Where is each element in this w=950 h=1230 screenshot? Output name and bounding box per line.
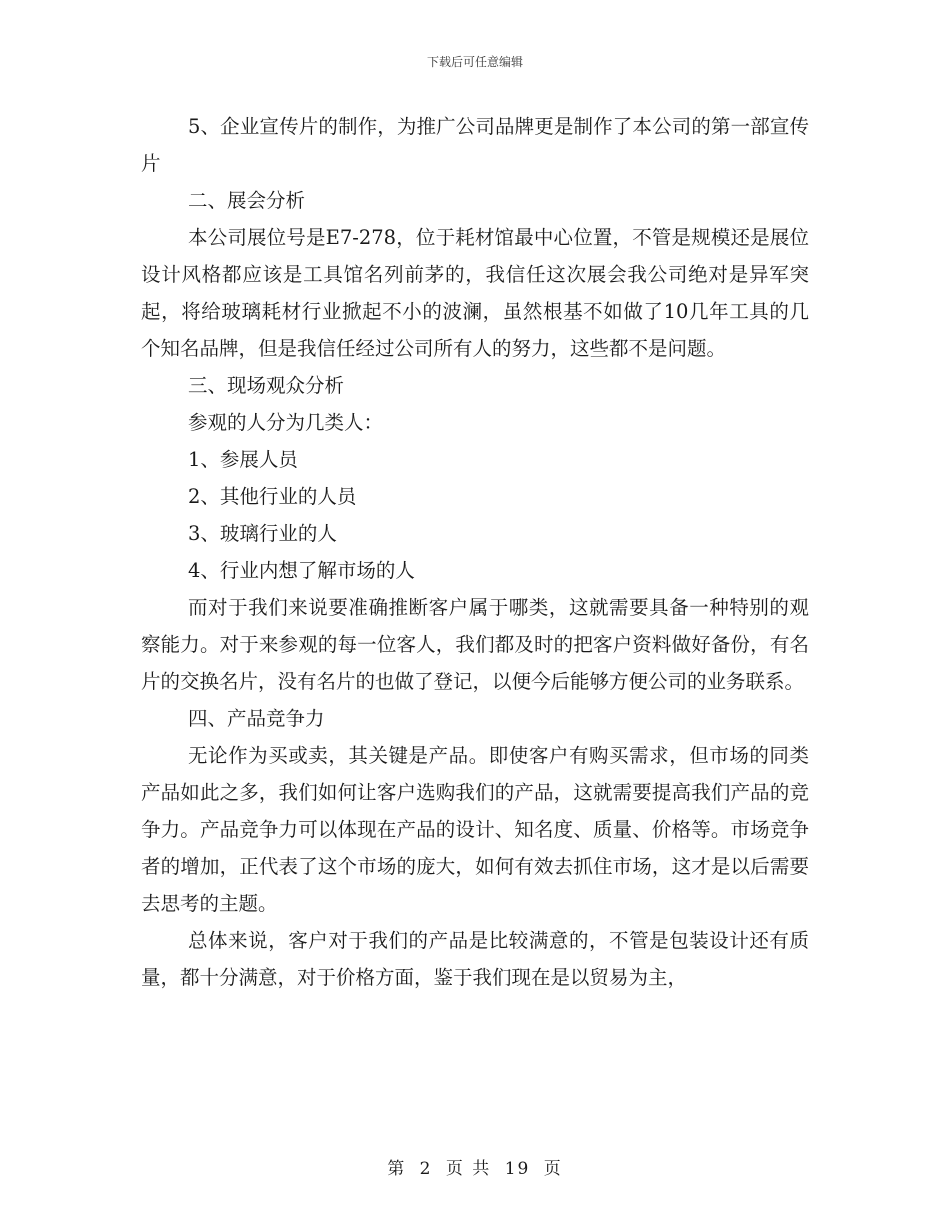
page-footer [0, 1154, 950, 1179]
paragraph-product: 无论作为买或卖，其关键是产品。即使客户有购买需求，但市场的同类产品如此之多，我们如何让客户选购我们的产品，这就需要提高我们产品的竞争力。产品竞争力可以体现在产品的设计、知名度、质量、价格等。市场竞争者的增加，正代表了这个市场的庞大，如何有效去抓住市场，这才是以后需要去思考的主题。 [141, 744, 809, 915]
footer-middle: 页 共 [445, 1159, 492, 1179]
page-header: 下载后可任意编辑 [426, 55, 523, 69]
paragraph-visitor-types: 参观的人分为几类人： [188, 411, 384, 434]
heading-competitiveness: 四、产品竞争力 [188, 707, 325, 730]
footer-total-pages: 19 [504, 1159, 531, 1179]
list-item-market-researchers: 4、行业内想了解市场的人 [188, 559, 415, 582]
footer-page-number: 2 [419, 1159, 433, 1179]
document-body [141, 108, 809, 996]
footer-prefix: 第 [387, 1159, 407, 1179]
footer-suffix: 页 [543, 1159, 563, 1179]
heading-audience-analysis: 三、现场观众分析 [188, 374, 345, 397]
heading-exhibition-analysis: 二、展会分析 [188, 189, 306, 212]
list-item-glass-industry: 3、玻璃行业的人 [188, 522, 337, 545]
list-item-exhibitors: 1、参展人员 [188, 448, 298, 471]
paragraph-promo-video: 5、企业宣传片的制作，为推广公司品牌更是制作了本公司的第一部宣传片 [141, 115, 809, 175]
paragraph-booth: 本公司展位号是E7-278，位于耗材馆最中心位置，不管是规模还是展位设计风格都应该是工具馆名列前茅的，我信任这次展会我公司绝对是异军突起，将给玻璃耗材行业掀起不小的波澜，虽然根基不如做了10几年工具的几个知名品牌，但是我信任经过公司所有人的努力，这些都不是问题。 [141, 226, 809, 360]
list-item-other-industries: 2、其他行业的人员 [188, 485, 357, 508]
paragraph-observation: 而对于我们来说要准确推断客户属于哪类，这就需要具备一种特别的观察能力。对于来参观的每一位客人，我们都及时的把客户资料做好备份，有名片的交换名片，没有名片的也做了登记，以便今后能够方便公司的业务联系。 [141, 596, 809, 693]
paragraph-summary: 总体来说，客户对于我们的产品是比较满意的，不管是包装设计还有质量，都十分满意，对于价格方面，鉴于我们现在是以贸易为主， [141, 929, 809, 989]
